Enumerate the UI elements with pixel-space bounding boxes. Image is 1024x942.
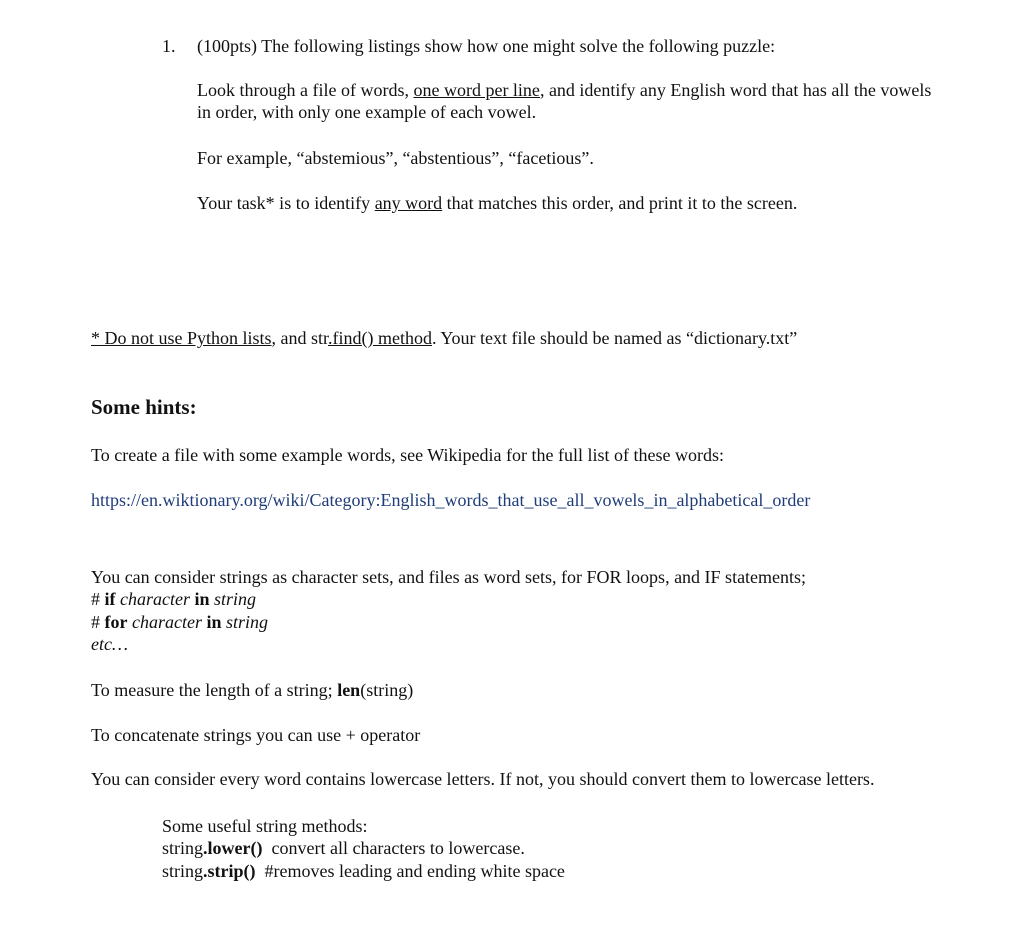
keyword: in (206, 612, 222, 632)
text: character (115, 589, 195, 609)
text: Your task* is to identify (197, 193, 375, 213)
text: string (209, 589, 257, 609)
underlined-text: * Do not use Python lists (91, 328, 272, 348)
text: # (91, 612, 105, 632)
underlined-text: .find() method (328, 328, 433, 348)
strings-hint: You can consider strings as character sets, and files as word sets, for FOR loops, and IF statements; (91, 567, 807, 587)
text: , and str (271, 328, 329, 348)
text: # (91, 589, 105, 609)
text: (string) (360, 680, 414, 700)
question-paragraph-line1 (197, 79, 931, 101)
keyword: in (194, 589, 210, 609)
keyword: .strip() (203, 861, 256, 881)
question-paragraph-line2: in order, with only one example of each vowel. (197, 102, 537, 122)
text: . Your text file should be named as “dictionary.txt” (432, 328, 798, 348)
concat-hint: To concatenate strings you can use + operator (91, 725, 421, 745)
task-statement (197, 192, 797, 214)
text: string (221, 612, 268, 632)
text: To measure the length of a string; (91, 680, 338, 700)
text: , and identify any English word that has all the vowels (539, 80, 932, 100)
keyword: for (104, 612, 128, 632)
keyword: if (104, 589, 116, 609)
lowercase-hint: You can consider every word contains lowercase letters. If not, you should convert them to lowercase letters. (91, 769, 875, 789)
keyword: len (337, 680, 361, 700)
text: string (162, 861, 204, 881)
question-number: 1. (162, 36, 176, 56)
underlined-text: any word (374, 193, 443, 213)
example-words: For example, “abstemious”, “abstentious”, “facetious”. (197, 148, 594, 168)
code-line-for (91, 611, 268, 633)
question-intro: (100pts) The following listings show how one might solve the following puzzle: (197, 36, 776, 56)
text: character (127, 612, 207, 632)
text: convert all characters to lowercase. (262, 838, 525, 858)
text: string (162, 838, 204, 858)
text: #removes leading and ending white space (255, 861, 565, 881)
methods-title: Some useful string methods: (162, 816, 368, 836)
method-lower (162, 837, 525, 859)
keyword: .lower() (203, 838, 263, 858)
etc-text: etc… (91, 634, 128, 654)
wikipedia-hint: To create a file with some example words, see Wikipedia for the full list of these words: (91, 445, 724, 465)
code-line-if (91, 588, 256, 610)
text: Look through a file of words, (197, 80, 414, 100)
method-strip (162, 860, 565, 882)
len-hint (91, 679, 413, 701)
underlined-text: one word per line (413, 80, 540, 100)
hints-heading: Some hints: (91, 395, 197, 419)
wiktionary-link[interactable]: https://en.wiktionary.org/wiki/Category:English_words_that_use_all_vowels_in_alphabetical_order (91, 490, 811, 510)
constraint-note (91, 327, 797, 349)
text: that matches this order, and print it to the screen. (442, 193, 798, 213)
